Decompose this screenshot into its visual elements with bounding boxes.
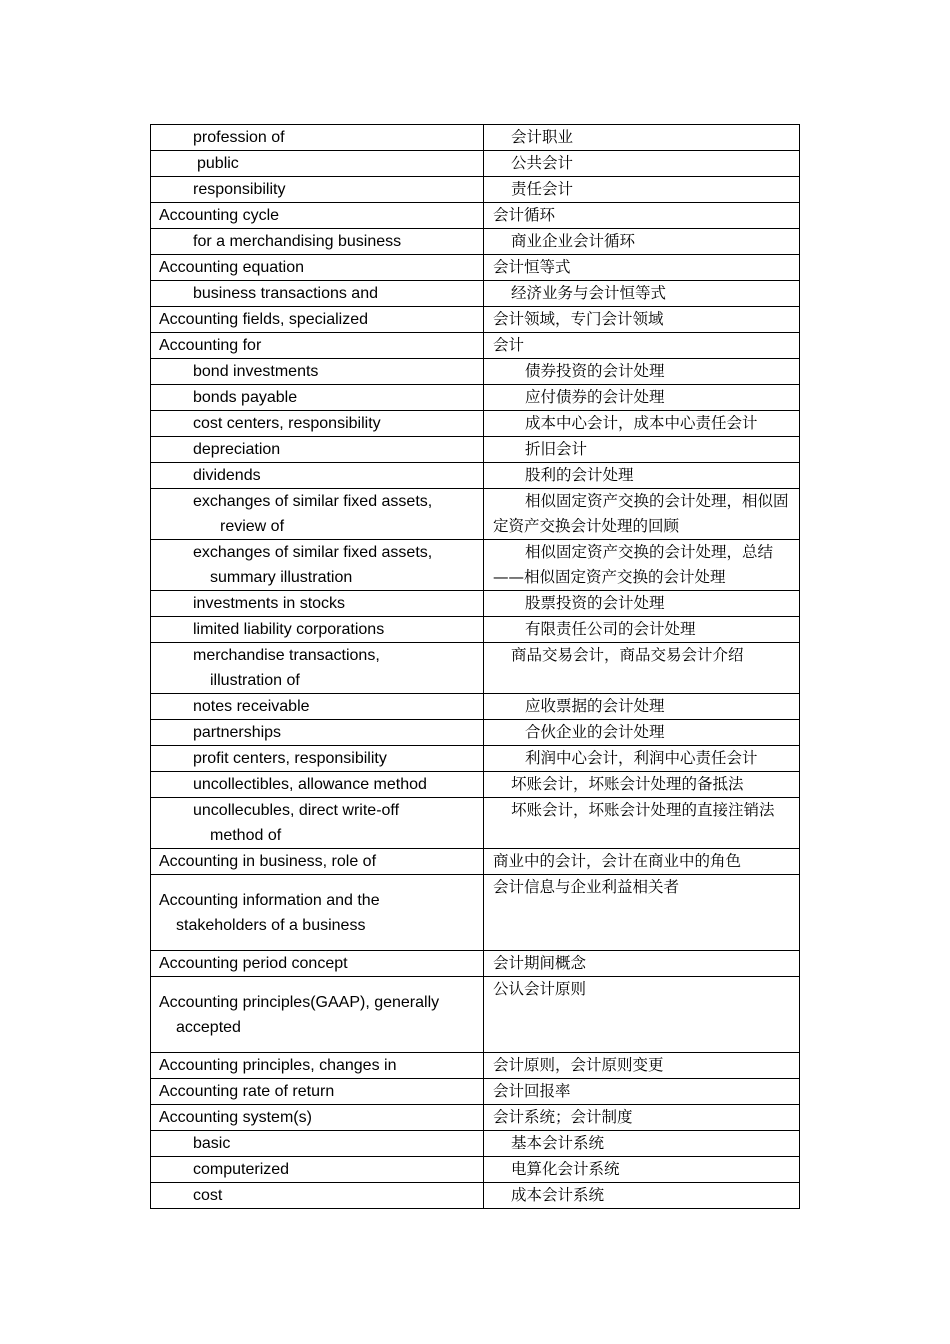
translation-text: 相似固定资产交换的会计处理，相似固定资产交换会计处理的回顾 xyxy=(493,492,789,535)
table-row xyxy=(151,798,800,849)
translation-text: 坏账会计，坏账会计处理的直接注销法 xyxy=(511,801,775,819)
table-row xyxy=(151,307,800,333)
chinese-term xyxy=(484,1183,800,1209)
table-row xyxy=(151,385,800,411)
table-row xyxy=(151,463,800,489)
term-text: cost xyxy=(193,1187,223,1204)
chinese-term xyxy=(484,203,800,229)
term-text: limited liability corporations xyxy=(193,621,385,638)
english-term xyxy=(151,1079,484,1105)
term-text: dividends xyxy=(193,467,261,484)
english-term xyxy=(151,875,484,951)
chinese-term xyxy=(484,125,800,151)
table-row xyxy=(151,203,800,229)
english-term xyxy=(151,463,484,489)
chinese-term xyxy=(484,307,800,333)
table-row xyxy=(151,772,800,798)
table-row xyxy=(151,229,800,255)
translation-text: 会计回报率 xyxy=(493,1082,571,1100)
term-text: Accounting principles, changes in xyxy=(159,1057,397,1074)
translation-text: 会计原则，会计原则变更 xyxy=(493,1056,664,1074)
term-text: profit centers, responsibility xyxy=(193,750,387,767)
table-row xyxy=(151,255,800,281)
chinese-term xyxy=(484,617,800,643)
term-text: Accounting information and the xyxy=(159,891,380,909)
term-text: uncollecubles, direct write-off xyxy=(193,802,400,819)
english-term xyxy=(151,307,484,333)
english-term xyxy=(151,177,484,203)
translation-text: 股票投资的会计处理 xyxy=(525,594,665,612)
chinese-term xyxy=(484,1105,800,1131)
table-row xyxy=(151,1079,800,1105)
term-text-continued: review of xyxy=(220,518,285,535)
translation-text: 商业企业会计循环 xyxy=(511,232,636,250)
translation-text: 利润中心会计，利润中心责任会计 xyxy=(525,749,758,767)
translation-text: 应付债券的会计处理 xyxy=(525,388,665,406)
translation-text: 会计信息与企业利益相关者 xyxy=(493,878,680,896)
english-term xyxy=(151,437,484,463)
term-text: Accounting equation xyxy=(159,259,304,276)
english-term xyxy=(151,746,484,772)
translation-text: 相似固定资产交换的会计处理，总结——相似固定资产交换的会计处理 xyxy=(493,543,774,586)
table-row xyxy=(151,540,800,591)
term-text: cost centers, responsibility xyxy=(193,415,381,432)
translation-text: 会计循环 xyxy=(493,206,556,224)
chinese-term xyxy=(484,772,800,798)
term-text: basic xyxy=(193,1135,231,1152)
english-term xyxy=(151,1157,484,1183)
chinese-term xyxy=(484,798,800,849)
translation-text: 会计恒等式 xyxy=(493,258,571,276)
chinese-term xyxy=(484,694,800,720)
term-text: business transactions and xyxy=(193,285,378,302)
chinese-term xyxy=(484,463,800,489)
chinese-term xyxy=(484,151,800,177)
english-term xyxy=(151,694,484,720)
english-term xyxy=(151,772,484,798)
chinese-term xyxy=(484,720,800,746)
term-text-continued: stakeholders of a business xyxy=(176,916,366,934)
translation-text: 股利的会计处理 xyxy=(525,466,634,484)
term-text: Accounting period concept xyxy=(159,955,348,972)
term-text: Accounting system(s) xyxy=(159,1109,312,1126)
chinese-term xyxy=(484,333,800,359)
table-row xyxy=(151,1157,800,1183)
term-text: Accounting in business, role of xyxy=(159,853,377,870)
translation-text: 债券投资的会计处理 xyxy=(525,362,665,380)
table-row xyxy=(151,591,800,617)
english-term xyxy=(151,281,484,307)
translation-text: 成本会计系统 xyxy=(511,1186,605,1204)
chinese-term xyxy=(484,489,800,540)
translation-text: 会计系统；会计制度 xyxy=(493,1108,633,1126)
chinese-term xyxy=(484,177,800,203)
chinese-term xyxy=(484,359,800,385)
translation-text: 会计期间概念 xyxy=(493,954,587,972)
table-row xyxy=(151,694,800,720)
table-row xyxy=(151,746,800,772)
term-text: bonds payable xyxy=(193,389,298,406)
translation-text: 应收票据的会计处理 xyxy=(525,697,665,715)
chinese-term xyxy=(484,437,800,463)
translation-text: 会计职业 xyxy=(511,128,574,146)
english-term xyxy=(151,1053,484,1079)
table-row xyxy=(151,1183,800,1209)
translation-text: 公认会计原则 xyxy=(493,980,587,998)
term-text: depreciation xyxy=(193,441,281,458)
english-term xyxy=(151,951,484,977)
chinese-term xyxy=(484,540,800,591)
translation-text: 基本会计系统 xyxy=(511,1134,605,1152)
chinese-term xyxy=(484,385,800,411)
chinese-term xyxy=(484,281,800,307)
table-row xyxy=(151,951,800,977)
translation-text: 有限责任公司的会计处理 xyxy=(525,620,696,638)
term-text: merchandise transactions, xyxy=(193,647,380,664)
translation-text: 公共会计 xyxy=(511,154,574,172)
chinese-term xyxy=(484,977,800,1053)
english-term xyxy=(151,849,484,875)
table-row xyxy=(151,151,800,177)
english-term xyxy=(151,255,484,281)
chinese-term xyxy=(484,411,800,437)
chinese-term xyxy=(484,591,800,617)
english-term xyxy=(151,540,484,591)
table-row xyxy=(151,281,800,307)
chinese-term xyxy=(484,255,800,281)
term-text-continued: summary illustration xyxy=(210,569,353,586)
chinese-term xyxy=(484,951,800,977)
english-term xyxy=(151,798,484,849)
table-row xyxy=(151,125,800,151)
english-term xyxy=(151,720,484,746)
term-text-continued: accepted xyxy=(176,1018,241,1036)
translation-text: 会计 xyxy=(493,336,525,354)
table-row xyxy=(151,333,800,359)
translation-text: 经济业务与会计恒等式 xyxy=(511,284,667,302)
term-text: Accounting fields, specialized xyxy=(159,311,369,328)
translation-text: 成本中心会计，成本中心责任会计 xyxy=(525,414,758,432)
term-text: responsibility xyxy=(193,181,286,198)
english-term xyxy=(151,1183,484,1209)
table-row xyxy=(151,177,800,203)
english-term xyxy=(151,489,484,540)
table-row xyxy=(151,411,800,437)
english-term xyxy=(151,977,484,1053)
translation-text: 商业中的会计，会计在商业中的角色 xyxy=(493,852,742,870)
chinese-term xyxy=(484,746,800,772)
english-term xyxy=(151,229,484,255)
english-term xyxy=(151,333,484,359)
table-row xyxy=(151,1105,800,1131)
term-text: Accounting principles(GAAP), generally xyxy=(159,993,440,1011)
chinese-term xyxy=(484,643,800,694)
translation-text: 合伙企业的会计处理 xyxy=(525,723,665,741)
term-text: partnerships xyxy=(193,724,282,741)
table-row xyxy=(151,1053,800,1079)
table-row xyxy=(151,489,800,540)
glossary-table xyxy=(150,124,800,1209)
term-text: Accounting cycle xyxy=(159,207,280,224)
term-text: exchanges of similar fixed assets, xyxy=(193,493,433,510)
english-term xyxy=(151,359,484,385)
chinese-term xyxy=(484,1079,800,1105)
table-row xyxy=(151,977,800,1053)
english-term xyxy=(151,643,484,694)
table-row xyxy=(151,1131,800,1157)
english-term xyxy=(151,125,484,151)
term-text: Accounting rate of return xyxy=(159,1083,335,1100)
table-row xyxy=(151,875,800,951)
translation-text: 坏账会计，坏账会计处理的备抵法 xyxy=(511,775,744,793)
term-text-continued: illustration of xyxy=(210,672,300,689)
english-term xyxy=(151,203,484,229)
translation-text: 商品交易会计，商品交易会计介绍 xyxy=(511,646,744,664)
term-text: notes receivable xyxy=(193,698,310,715)
term-text: profession of xyxy=(193,129,285,146)
english-term xyxy=(151,591,484,617)
english-term xyxy=(151,411,484,437)
chinese-term xyxy=(484,1157,800,1183)
table-row xyxy=(151,849,800,875)
translation-text: 会计领域，专门会计领域 xyxy=(493,310,664,328)
translation-text: 电算化会计系统 xyxy=(511,1160,620,1178)
term-text: Accounting for xyxy=(159,337,262,354)
table-row xyxy=(151,437,800,463)
translation-text: 责任会计 xyxy=(511,180,574,198)
table-row xyxy=(151,643,800,694)
table-row xyxy=(151,359,800,385)
english-term xyxy=(151,385,484,411)
table-row xyxy=(151,720,800,746)
chinese-term xyxy=(484,849,800,875)
translation-text: 折旧会计 xyxy=(525,440,588,458)
term-text: public xyxy=(197,155,239,172)
term-text-continued: method of xyxy=(210,827,282,844)
chinese-term xyxy=(484,229,800,255)
term-text: investments in stocks xyxy=(193,595,346,612)
term-text: uncollectibles, allowance method xyxy=(193,776,427,793)
chinese-term xyxy=(484,1053,800,1079)
term-text: for a merchandising business xyxy=(193,233,402,250)
chinese-term xyxy=(484,1131,800,1157)
table-row xyxy=(151,617,800,643)
chinese-term xyxy=(484,875,800,951)
term-text: computerized xyxy=(193,1161,290,1178)
term-text: exchanges of similar fixed assets, xyxy=(193,544,433,561)
english-term xyxy=(151,617,484,643)
term-text: bond investments xyxy=(193,363,319,380)
english-term xyxy=(151,151,484,177)
english-term xyxy=(151,1105,484,1131)
english-term xyxy=(151,1131,484,1157)
